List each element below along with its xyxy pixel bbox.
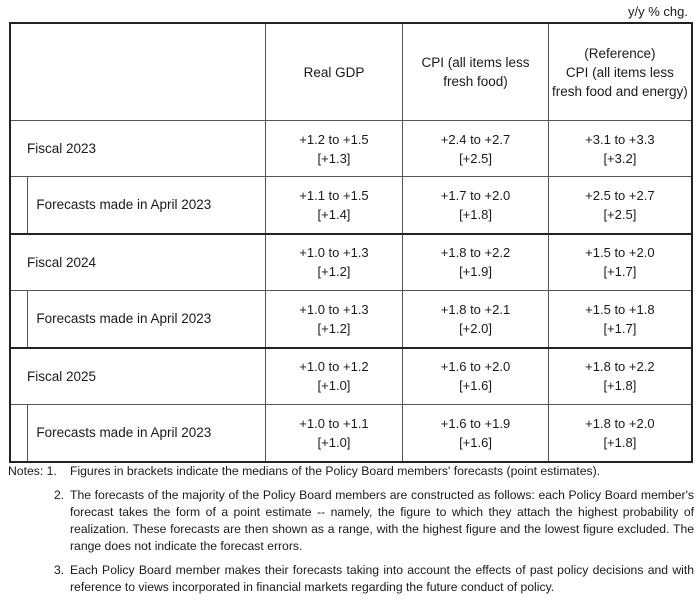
- note-3-number: 3.: [54, 563, 65, 577]
- header-row: [10, 23, 692, 121]
- corner-cell: [10, 23, 265, 121]
- note-3: [8, 562, 694, 596]
- note-2-number: 2.: [54, 488, 65, 502]
- table-row: [10, 177, 692, 234]
- indent-cell: [10, 177, 28, 234]
- table-row: [10, 405, 692, 462]
- gdp-cell: +1.0 to +1.2 [+1.0]: [265, 348, 403, 405]
- note-1-text: Figures in brackets indicate the medians of the Policy Board members' forecasts (point estimates).: [70, 464, 601, 478]
- indent-cell: [10, 405, 28, 462]
- table-row: [10, 234, 692, 291]
- unit-label: y/y % chg.: [628, 4, 688, 19]
- forecast-table: [9, 22, 693, 463]
- gdp-cell: +1.0 to +1.3 [+1.2]: [265, 234, 403, 291]
- notes-section: [8, 463, 694, 596]
- row-sublabel: Forecasts made in April 2023: [28, 177, 265, 234]
- core-cpi-cell: +3.1 to +3.3 [+3.2]: [548, 121, 692, 177]
- note-2: [8, 487, 694, 555]
- col-header-real-gdp: Real GDP: [265, 23, 403, 121]
- row-sublabel: Forecasts made in April 2023: [28, 291, 265, 348]
- core-cpi-cell: +2.5 to +2.7 [+2.5]: [548, 177, 692, 234]
- row-label: Fiscal 2025: [10, 348, 265, 405]
- cpi-cell: +2.4 to +2.7 [+2.5]: [403, 121, 549, 177]
- row-label: Fiscal 2024: [10, 234, 265, 291]
- col-header-core-cpi: (Reference) CPI (all items less fresh food and energy): [548, 23, 692, 121]
- notes-prefix: Notes: 1.: [8, 464, 57, 478]
- table-row: [10, 348, 692, 405]
- cpi-cell: +1.8 to +2.1 [+2.0]: [403, 291, 549, 348]
- cpi-cell: +1.6 to +2.0 [+1.6]: [403, 348, 549, 405]
- table-row: [10, 291, 692, 348]
- cpi-cell: +1.8 to +2.2 [+1.9]: [403, 234, 549, 291]
- core-cpi-cell: +1.8 to +2.2 [+1.8]: [548, 348, 692, 405]
- note-3-text: Each Policy Board member makes their forecasts taking into account the effects of past policy decisions and with reference to views incorporated in financial markets regarding the future conduct of policy.: [70, 563, 694, 594]
- gdp-cell: +1.0 to +1.1 [+1.0]: [265, 405, 403, 462]
- core-cpi-cell: +1.5 to +1.8 [+1.7]: [548, 291, 692, 348]
- note-2-text: The forecasts of the majority of the Policy Board members are constructed as follows: each Policy Board member's forecast takes the form of a point estimate -- namely, the figure to which they attach the highest probability of realization. These forecasts are then shown as a range, with the highest figure and the lowest figure excluded. The range does not indicate the forecast errors.: [70, 488, 694, 553]
- cpi-cell: +1.7 to +2.0 [+1.8]: [403, 177, 549, 234]
- col-header-cpi: CPI (all items less fresh food): [403, 23, 549, 121]
- note-1: [8, 463, 694, 480]
- core-cpi-cell: +1.5 to +2.0 [+1.7]: [548, 234, 692, 291]
- indent-cell: [10, 291, 28, 348]
- gdp-cell: +1.0 to +1.3 [+1.2]: [265, 291, 403, 348]
- core-cpi-cell: +1.8 to +2.0 [+1.8]: [548, 405, 692, 462]
- table-row: [10, 121, 692, 177]
- row-label: Fiscal 2023: [10, 121, 265, 177]
- gdp-cell: +1.1 to +1.5 [+1.4]: [265, 177, 403, 234]
- cpi-cell: +1.6 to +1.9 [+1.6]: [403, 405, 549, 462]
- gdp-cell: +1.2 to +1.5 [+1.3]: [265, 121, 403, 177]
- row-sublabel: Forecasts made in April 2023: [28, 405, 265, 462]
